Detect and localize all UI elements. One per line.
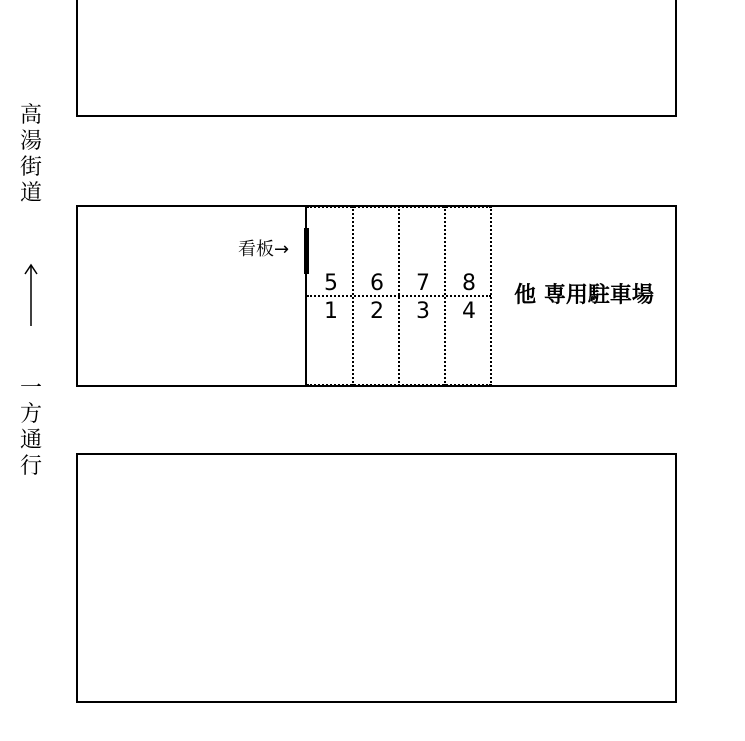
parking-space-1: 1 [324,299,338,324]
parking-top-edge [307,206,491,208]
parking-space-8: 8 [462,271,476,296]
parking-space-2: 2 [370,299,384,324]
one-way-label: 一 方 通 行 [19,376,42,479]
parking-space-7: 7 [416,271,430,296]
building-block-top [76,0,677,117]
other-parking-label: 他 専用駐車場 [514,283,654,308]
parking-bottom-edge [307,384,491,386]
road-name-label: 高 湯 街 道 [19,103,42,206]
building-block-bottom [76,453,677,703]
signboard-label: 看板→ [238,239,290,260]
parking-space-5: 5 [324,271,338,296]
parking-space-6: 6 [370,271,384,296]
one-way-arrow-icon [20,262,42,328]
signboard-marker [304,228,309,274]
parking-space-3: 3 [416,299,430,324]
parking-space-4: 4 [462,299,476,324]
